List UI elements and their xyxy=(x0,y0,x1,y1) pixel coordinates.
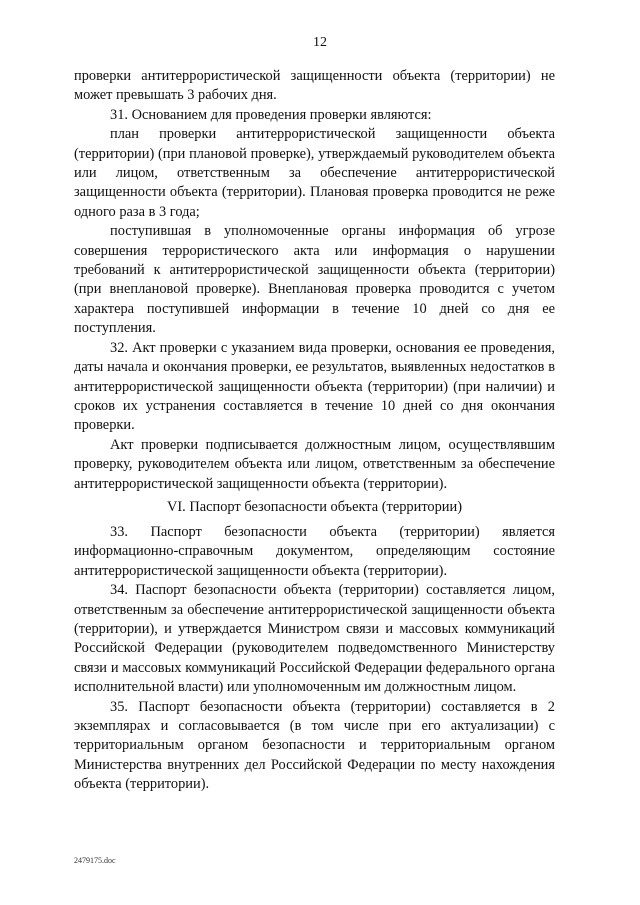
section-heading: VI. Паспорт безопасности объекта (территории) xyxy=(166,498,462,515)
paragraph: 33. Паспорт безопасности объекта (территории) является информационно-справочным документом, определяющим состояние антитеррористической защищенности объекта (территории). xyxy=(74,523,555,579)
page-number: 12 xyxy=(313,35,327,50)
paragraph: поступившая в уполномоченные органы информация об угрозе совершения террористического акта или информация о нарушении требований к антитеррористической защищенности объекта (территории) (при внеплановой проверке). Внеплановая проверка проводится с учетом характера поступившей информации в течение 10 дней со дня ее поступления. xyxy=(74,223,555,337)
paragraph: проверки антитеррористической защищенности объекта (территории) не может превышать 3 рабочих дня. xyxy=(74,68,555,104)
paragraph: 35. Паспорт безопасности объекта (территории) составляется в 2 экземплярах и согласовывается (в том числе при его актуализации) с территориальным органом безопасности и территориальным органом Министерства внутренних дел Российской Федерации по месту нахождения объекта (территории). xyxy=(74,698,555,793)
paragraph: 31. Основанием для проведения проверки являются: xyxy=(110,106,432,123)
paragraph: Акт проверки подписывается должностным лицом, осуществлявшим проверку, руководителем объекта или лицом, ответственным за обеспечение антитеррористической защищенности объекта (территории). xyxy=(74,436,555,492)
paragraph: 32. Акт проверки с указанием вида проверки, основания ее проведения, даты начала и окончания проверки, ее результатов, выявленных недостатков в антитеррористической защищенности объекта (территории) (при наличии) и сроков их устранения составляется в течение 10 дней со дня окончания проверки. xyxy=(74,339,555,434)
paragraph: план проверки антитеррористической защищенности объекта (территории) (при плановой проверке), утверждаемый руководителем объекта или лицом, ответственным за обеспечение антитеррористической защищенности объекта (территории). Плановая проверка проводится не реже одного раза в 3 года; xyxy=(74,126,555,220)
footer-filename: 2479175.doc xyxy=(74,856,116,865)
paragraph: 34. Паспорт безопасности объекта (территории) составляется лицом, ответственным за обеспечение антитеррористической защищенности объекта (территории), и утверждается Министром связи и массовых коммуникаций Российской Федерации (руководителем подведомственного Министерству связи и массовых коммуникаций Российской Федерации федерального органа исполнительной власти) или уполномоченным им должностным лицом. xyxy=(74,582,555,696)
document-body xyxy=(74,67,555,795)
paragraphs-before-heading xyxy=(74,67,555,494)
paragraphs-after-heading xyxy=(74,523,555,795)
